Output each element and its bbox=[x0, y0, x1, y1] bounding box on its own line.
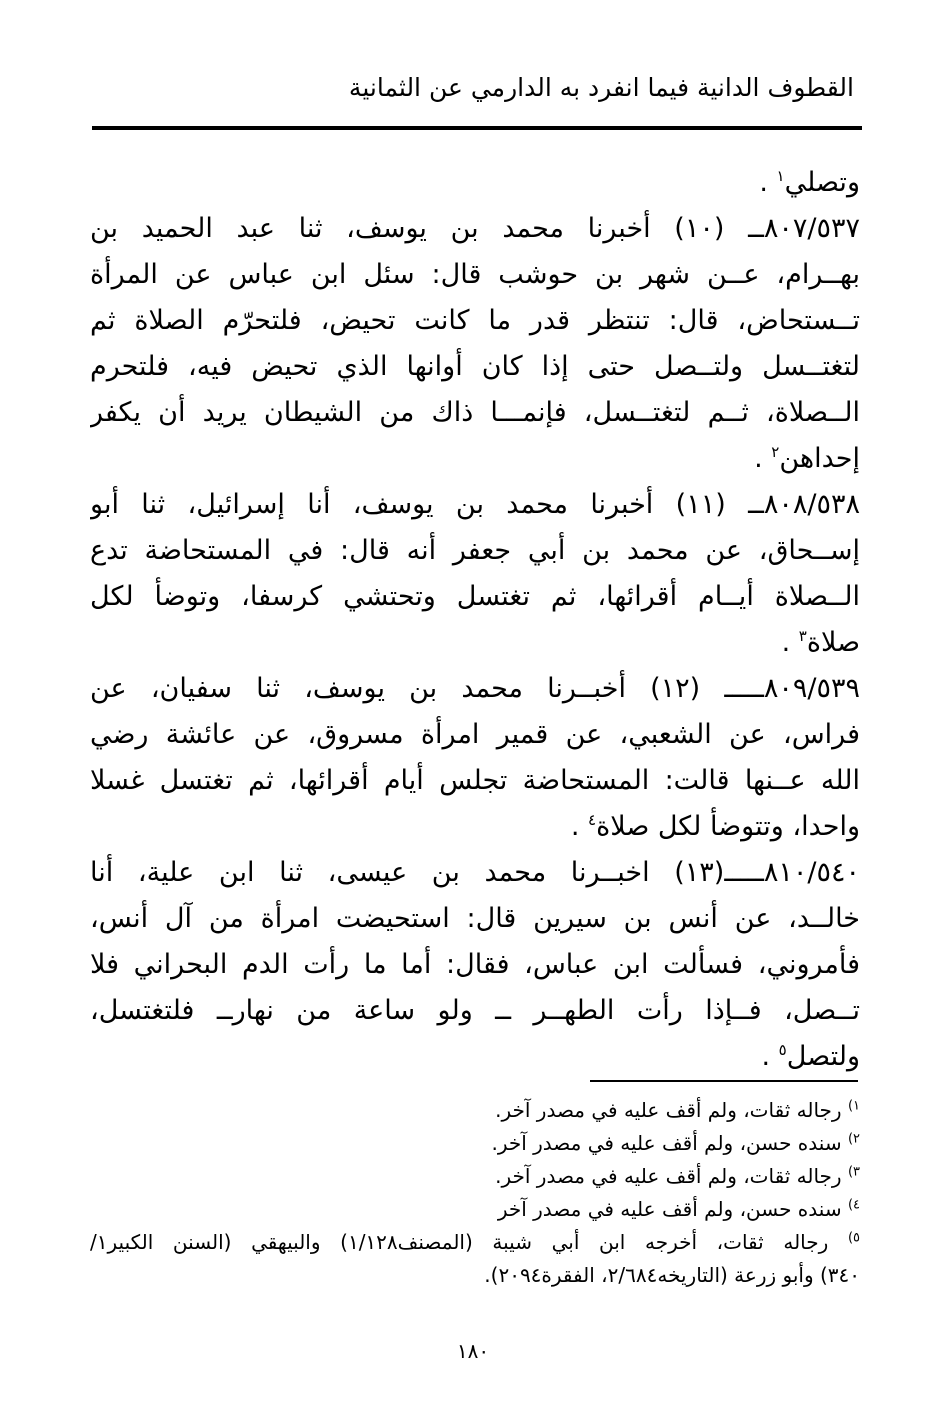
hadith-paragraph bbox=[90, 482, 860, 666]
footnote-item bbox=[90, 1160, 860, 1193]
footnote-mark: ٣) bbox=[847, 1164, 860, 1180]
text-line bbox=[90, 1034, 860, 1080]
footnote-item bbox=[90, 1193, 860, 1226]
text-line: فراس، عن الشعبي، عن قمير امرأة مسروق، عن عائشة رضي bbox=[90, 719, 860, 750]
footnote-line bbox=[90, 1094, 860, 1127]
footnote-reference: ٢ bbox=[771, 443, 780, 461]
hadith-paragraph bbox=[90, 850, 860, 1080]
running-header-title: القطوف الدانية فيما انفرد به الدارمي عن الثمانية bbox=[348, 73, 854, 102]
text-line: الــصلاة أيــام أقرائها، ثم تغتسل وتحتشي كرسفا، وتوضأ لكل bbox=[90, 581, 860, 612]
footnote-line bbox=[90, 1193, 860, 1226]
main-text bbox=[90, 160, 860, 1080]
line-text: واحدا، وتتوضأ لكل صلاة bbox=[596, 811, 860, 842]
text-line: بهــرام، عــن شهر بن حوشب قال: سئل ابن عباس عن المرأة bbox=[90, 259, 860, 290]
footnote-mark: ٤) bbox=[847, 1197, 860, 1213]
footnote-item bbox=[90, 1226, 860, 1292]
sentence-end: . bbox=[759, 167, 777, 198]
text-line: ٨٠٧/٥٣٧ــ (١٠) أخبرنا محمد بن يوسف، ثنا عبد الحميد بن bbox=[90, 213, 860, 244]
footnote-mark: ٥) bbox=[847, 1230, 860, 1246]
line-text: ولتصل bbox=[786, 1041, 860, 1072]
footnotes bbox=[90, 1094, 860, 1292]
text-line bbox=[90, 160, 860, 206]
footnote-item bbox=[90, 1094, 860, 1127]
footnote-reference: ١ bbox=[776, 167, 785, 185]
line-text: صلاة bbox=[806, 627, 860, 658]
text-line: تــستحاض، قال: تنتظر قدر ما كانت تحيض، فلتحرّم الصلاة ثم bbox=[90, 305, 860, 336]
text-line: ٨١٠/٥٤٠ـــــ(١٣) اخبــرنا محمد بن عيسى، ثنا ابن علية، أنا bbox=[90, 857, 860, 888]
footnote-reference: ٣ bbox=[798, 627, 807, 645]
hadith-paragraph bbox=[90, 160, 860, 206]
footnote-line bbox=[90, 1226, 860, 1259]
header-rule bbox=[92, 126, 862, 130]
text-line bbox=[90, 620, 860, 666]
footnote-line bbox=[90, 1259, 860, 1292]
text-line bbox=[90, 436, 860, 482]
text-line: تــصل، فــإذا رأت الطهــر ــ ولو ساعة من نهارــ فلتغتسل، bbox=[90, 995, 860, 1026]
sentence-end: . bbox=[754, 443, 772, 474]
text-line: ٨٠٨/٥٣٨ــ (١١) أخبرنا محمد بن يوسف، أنا إسرائيل، ثنا أبو bbox=[90, 489, 860, 520]
hadith-paragraph bbox=[90, 206, 860, 482]
text-line: ٨٠٩/٥٣٩ـــــ (١٢) أخبــرنا محمد بن يوسف، ثنا سفيان، عن bbox=[90, 673, 860, 704]
footnote-text: سنده حسن، ولم أقف عليه في مصدر آخر. bbox=[491, 1131, 842, 1155]
text-line bbox=[90, 804, 860, 850]
sentence-end: . bbox=[761, 1041, 779, 1072]
line-text: إحداهن bbox=[779, 443, 860, 474]
footnote-mark: ٢) bbox=[847, 1131, 860, 1147]
footnote-line bbox=[90, 1160, 860, 1193]
sentence-end: . bbox=[570, 811, 588, 842]
footnote-text: رجاله ثقات، ولم أقف عليه في مصدر آخر. bbox=[495, 1098, 842, 1122]
footnote-line bbox=[90, 1127, 860, 1160]
line-text: وتصلي bbox=[784, 167, 860, 198]
hadith-paragraph bbox=[90, 666, 860, 850]
footnote-text: رجاله ثقات، ولم أقف عليه في مصدر آخر. bbox=[495, 1164, 842, 1188]
footnote-text: رجاله ثقات، أخرجه ابن أبي شيبة (المصنف١/١٢٨) والبيهقي (السنن الكبير١/ bbox=[90, 1230, 829, 1254]
footnote-text: ٣٤٠) وأبو زرعة (التاريخه٢/٦٨٤، الفقرة٢٠٩٤). bbox=[484, 1263, 860, 1287]
text-line: الله عــنها قالت: المستحاضة تجلس أيام أقرائها، ثم تغتسل غسلا bbox=[90, 765, 860, 796]
footnote-text: سنده حسن، ولم أقف عليه في مصدر آخر bbox=[497, 1197, 842, 1221]
footnote-separator bbox=[590, 1080, 858, 1082]
text-line: لتغتــسل ولتــصل حتى إذا كان أوانها الذي تحيض فيه، فلتحرم bbox=[90, 351, 860, 382]
footnote-reference: ٥ bbox=[778, 1041, 787, 1059]
footnote-mark: ١) bbox=[847, 1098, 860, 1114]
text-line: خالــد، عن أنس بن سيرين قال: استحيضت امرأة من آل أنس، bbox=[90, 903, 860, 934]
footnote-item bbox=[90, 1127, 860, 1160]
text-line: إســحاق، عن محمد بن أبي جعفر أنه قال: في المستحاضة تدع bbox=[90, 535, 860, 566]
sentence-end: . bbox=[781, 627, 799, 658]
text-line: فأمروني، فسألت ابن عباس، فقال: أما ما رأت الدم البحراني فلا bbox=[90, 949, 860, 980]
text-line: الــصلاة، ثــم لتغتــسل، فإنمـــا ذاك من الشيطان يريد أن يكفر bbox=[90, 397, 860, 428]
footnote-reference: ٤ bbox=[588, 811, 597, 829]
page-number: ١٨٠ bbox=[456, 1339, 490, 1363]
